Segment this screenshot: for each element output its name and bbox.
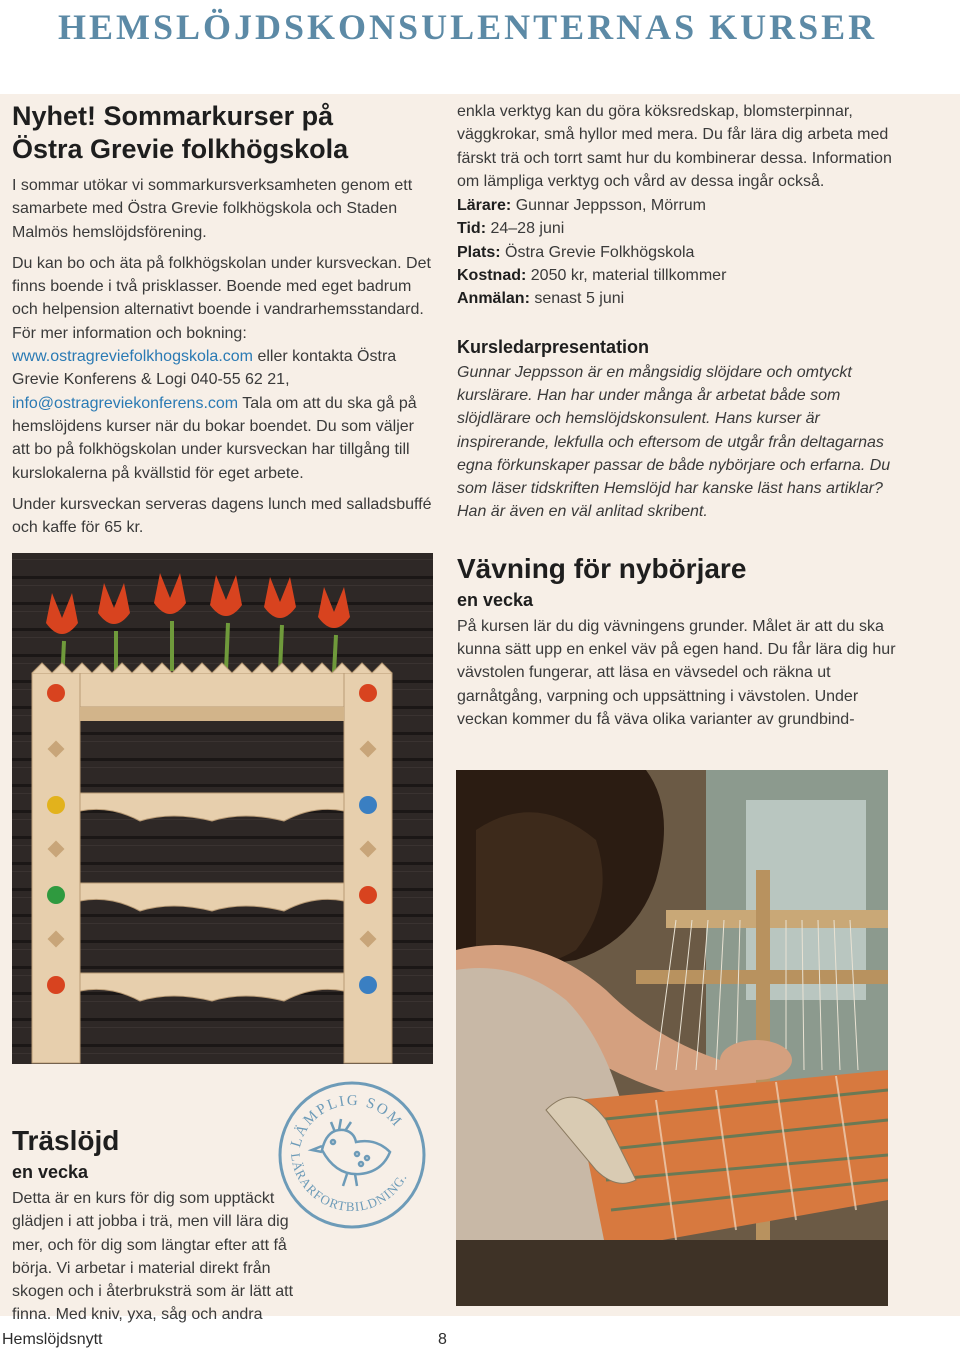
badge-top-text: LÄMPLIG SOM xyxy=(288,1092,406,1150)
traslojd-subheading: en vecka xyxy=(12,1162,89,1182)
footer-page-number: 8 xyxy=(438,1331,447,1348)
accommodation-text-b: eller kontakta Östra Grevie Konferens & Logi 040-55 62 21, xyxy=(12,348,397,389)
weaving-subheading: en vecka xyxy=(457,589,534,610)
detail-registration-value: senast 5 juni xyxy=(529,290,625,308)
detail-cost xyxy=(457,264,897,287)
detail-cost-value: 2050 kr, material tillkommer xyxy=(526,267,727,285)
article-heading xyxy=(12,100,436,166)
school-website-link[interactable]: www.ostragreviefolkhogskola.com xyxy=(12,348,253,366)
accommodation-text-a: Du kan bo och äta på folkhögskolan under kursveckan. Det finns boende i två prisklasser. Boende med eget badrum och helpension alternativt boende i vandrarhemsstandard. För mer information och bokning: xyxy=(12,254,431,342)
page-header-title: HEMSLÖJDSKONSULENTERNAS KURSER xyxy=(58,7,878,47)
weaving-heading: Vävning för nybörjare xyxy=(457,552,747,584)
traslojd-continued-text: enkla verktyg kan du göra köksredskap, blomsterpinnar, väggkrokar, små hyllor med mera. Du får lära dig arbeta med färskt trä och torrt samt hur du kombinerar dessa. Information om lämpliga verktyg och vård av dessa ingår också. xyxy=(457,103,892,190)
left-column xyxy=(12,100,436,539)
lunch-paragraph: Under kursveckan serveras dagens lunch med salladsbuffé och kaffe för 65 kr. xyxy=(12,495,432,537)
article-heading-line2: Östra Grevie folkhögskola xyxy=(12,134,349,164)
detail-place xyxy=(457,241,897,264)
intro-paragraph: I sommar utökar vi sommarkursverksamheten genom ett samarbete med Östra Grevie folkhögskola och Staden Malmös hemslöjdsförening. xyxy=(12,177,413,241)
right-column xyxy=(457,100,897,731)
presentation-heading: Kursledarpresentation xyxy=(457,336,650,357)
presentation-text: Gunnar Jeppsson är en mångsidig slöjdare och omtyckt kurslärare. Han har under många år arbetat både som slöjdlärare och hemslöjdskonsulent. Hans kurser är inspirerande, lekfulla och eftersom de utgår från deltagarnas egna förkunskaper passar de både nybörjare och erfarna. Du som läser tidskriften Hemslöjd har kanske läst hans artiklar? Han är även en väl anlitad skribent. xyxy=(457,363,891,521)
badge-bottom-text: LÄRARFORTBILDNING. xyxy=(287,1152,410,1215)
detail-time xyxy=(457,217,897,240)
traslojd-heading: Träslöjd xyxy=(12,1125,120,1156)
detail-time-value: 24–28 juni xyxy=(486,220,565,238)
detail-cost-label: Kostnad: xyxy=(457,267,527,285)
detail-teacher-label: Lärare: xyxy=(457,197,512,215)
footer-publication: Hemslöjdsnytt xyxy=(2,1331,103,1348)
traslojd-text-body: Detta är en kurs för dig som upptäckt glädjen i att jobba i trä, men vill lära dig mer, och för dig som längtar efter att få börja. Vi arbetar i material direkt från skogen och i återbruksträ som är lätt att finna. Med kniv, yxa, såg och andra xyxy=(12,1190,294,1324)
detail-teacher-value: Gunnar Jeppsson, Mörrum xyxy=(511,197,706,215)
detail-registration xyxy=(457,287,897,310)
course-details xyxy=(457,194,897,310)
detail-place-label: Plats: xyxy=(457,243,501,261)
detail-time-label: Tid: xyxy=(457,220,487,238)
wooden-shelf-photo xyxy=(12,553,433,1064)
teacher-training-badge xyxy=(277,1080,427,1230)
accommodation-paragraph xyxy=(12,252,436,485)
conference-email-link[interactable]: info@ostragreviekonferens.com xyxy=(12,394,239,412)
bird-icon xyxy=(312,1119,390,1186)
detail-registration-label: Anmälan: xyxy=(457,290,530,308)
detail-place-value: Östra Grevie Folkhögskola xyxy=(500,243,695,261)
accommodation-text-c: Tala om att du ska gå på hemslöjdens kurser när du bokar boendet. Du som väljer att bo på folkhögskolan under kursveckan har tillgång till kurslokalerna på kvällstid för eget arbete. xyxy=(12,394,417,482)
weaving-text: På kursen lär du dig vävningens grunder. Målet är att du ska kunna sätt upp en enkel väv på egen hand. Du får lära dig hur vävstolen fungerar, att läsa en vävsedel och räkna ut garnåtgång, varpning och uppsättning i vävstolen. Under veckan kommer du få väva olika varianter av grundbind- xyxy=(457,617,896,728)
weaving-loom-photo xyxy=(456,770,888,1306)
detail-teacher xyxy=(457,194,897,217)
article-heading-line1: Nyhet! Sommarkurser på xyxy=(12,101,334,131)
